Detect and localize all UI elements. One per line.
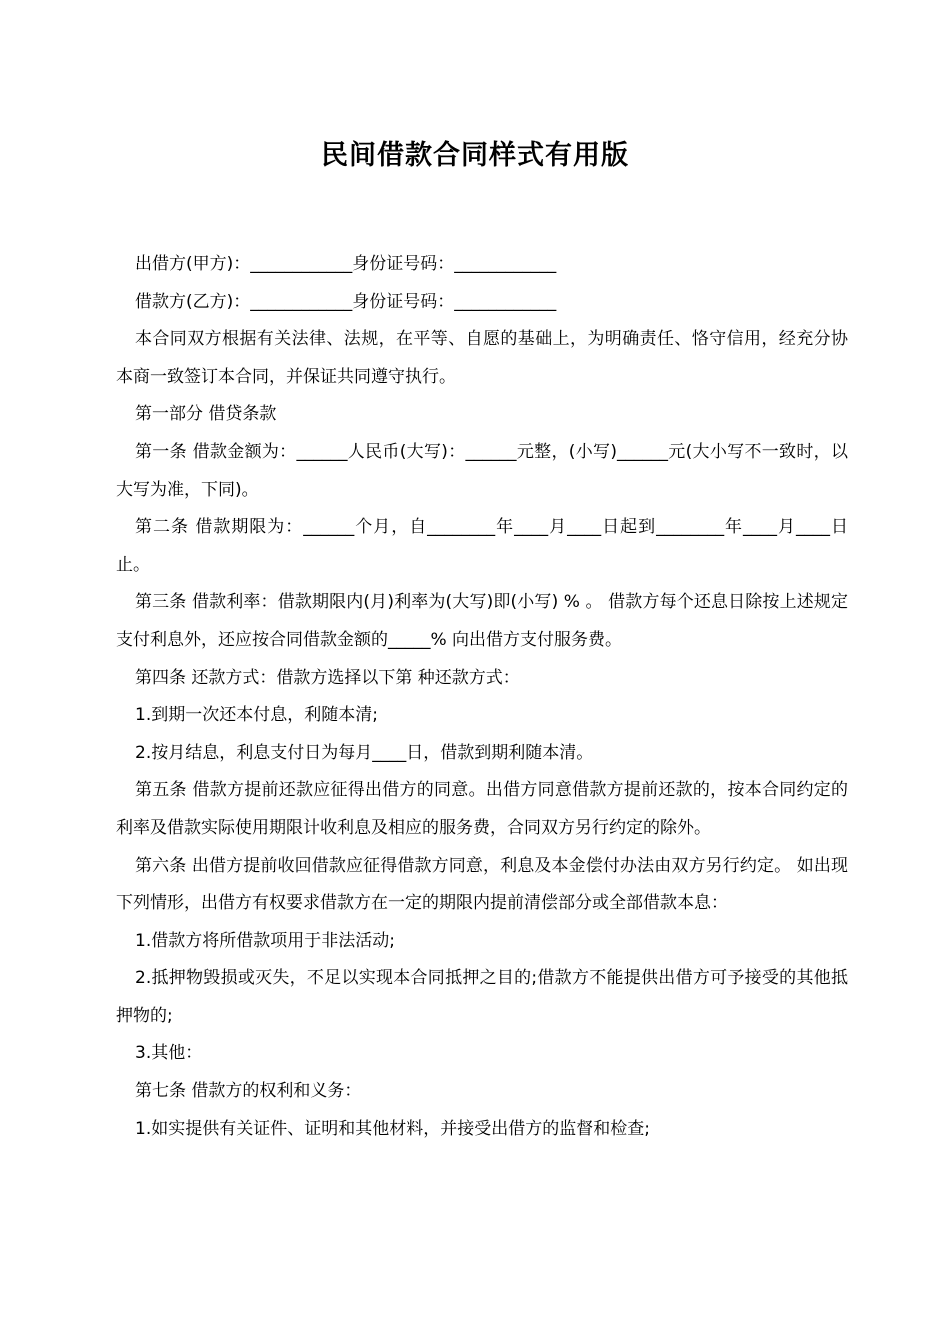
recall-case-3: 3.其他： — [135, 1043, 203, 1064]
lender-line: 出借方(甲方)：____________身份证号码：____________ — [135, 254, 557, 274]
borrower-duty-1: 1.如实提供有关证件、证明和其他材料，并接受出借方的监督和检查; — [135, 1118, 650, 1139]
recall-case-1: 1.借款方将所借款项用于非法活动; — [135, 930, 395, 951]
article-6-early-recall: 第六条 出借方提前收回借款应征得借款方同意，利息及本金偿付办法由双方另行约定。 如出现下列情形，出借方有权要求借款方在一定的期限内提前清偿部分或全部借款本息： — [116, 855, 848, 914]
article-2-term: 第二条 借款期限为：______个月，自________年____月____日起到________年____月____日止。 — [116, 517, 848, 575]
borrower-line: 借款方(乙方)：____________身份证号码：____________ — [135, 291, 557, 312]
preamble-paragraph: 本合同双方根据有关法律、法规，在平等、自愿的基础上，为明确责任、恪守信用，经充分协本商一致签订本合同，并保证共同遵守执行。 — [116, 329, 848, 387]
part-one-heading: 第一部分 借贷条款 — [135, 404, 277, 425]
document-title: 民间借款合同样式有用版 — [321, 140, 629, 171]
article-5-early-repayment: 第五条 借款方提前还款应征得出借方的同意。出借方同意借款方提前还款的，按本合同约定的利率及借款实际使用期限计收利息及相应的服务费，合同双方另行约定的除外。 — [116, 780, 848, 838]
article-1-amount: 第一条 借款金额为：______人民币(大写)：______元整，(小写)______元(大小写不一致时，以大写为准，下同)。 — [116, 441, 848, 500]
article-4-repayment: 第四条 还款方式：借款方选择以下第 种还款方式： — [135, 667, 520, 688]
document-body — [116, 246, 848, 1148]
article-3-interest: 第三条 借款利率：借款期限内(月)利率为(大写)即(小写) % 。 借款方每个还息日除按上述规定支付利息外，还应按合同借款金额的_____% 向出借方支付服务费。 — [116, 592, 848, 650]
repayment-option-1: 1.到期一次还本付息，利随本清; — [135, 705, 378, 726]
recall-case-2: 2.抵押物毁损或灭失，不足以实现本合同抵押之目的;借款方不能提供出借方可予接受的其他抵押物的; — [116, 968, 848, 1026]
repayment-option-2: 2.按月结息，利息支付日为每月____日，借款到期利随本清。 — [135, 742, 594, 763]
article-7-borrower-duties: 第七条 借款方的权利和义务： — [135, 1081, 362, 1102]
